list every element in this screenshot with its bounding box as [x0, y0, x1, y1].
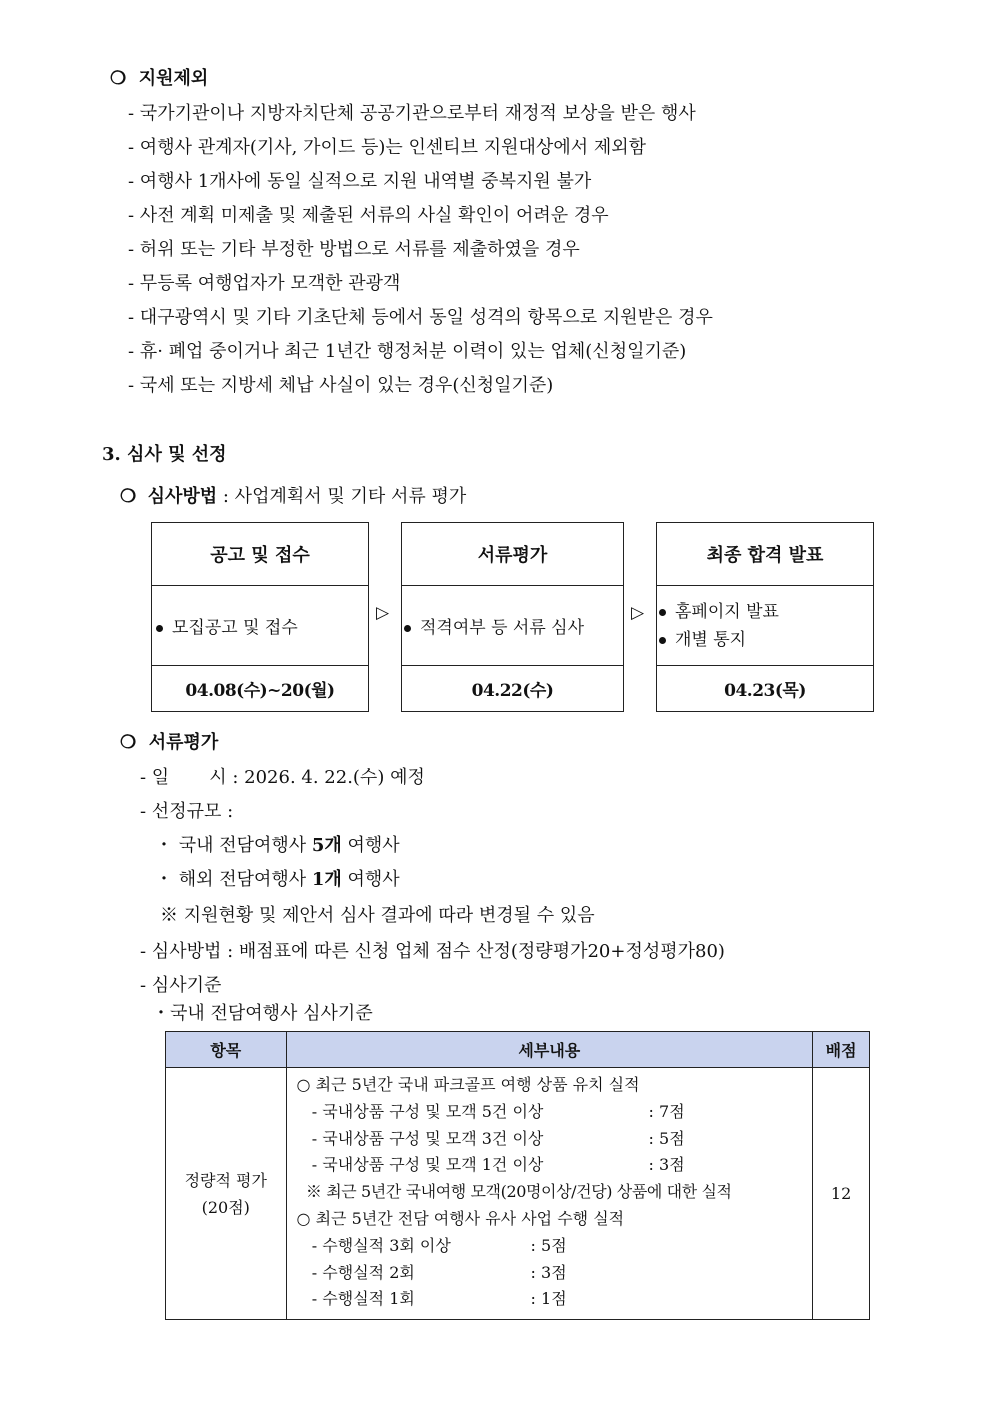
detail-text: - 국내상품 구성 및 모객 3건 이상 — [296, 1128, 544, 1148]
detail-points: : 3점 — [530, 1262, 567, 1282]
exclusion-item: - 국세 또는 지방세 체납 사실이 있는 경우(신청일기준) — [128, 375, 554, 396]
doc-review-title: 서류평가 — [148, 732, 219, 753]
detail-line — [297, 1206, 813, 1233]
domestic-count-value: 5개 — [311, 835, 342, 856]
flow-step-bullet — [659, 597, 779, 622]
detail-text: - 수행실적 2회 — [296, 1262, 415, 1282]
scoring-method-line: - 심사방법 : 배점표에 따른 신청 업체 점수 산정(정량평가20+정성평가80) — [140, 941, 725, 962]
circle-bullet-icon: ❍ — [120, 732, 137, 753]
exclusion-item: - 국가기관이나 지방자치단체 공공기관으로부터 재정적 보상을 받은 행사 — [128, 103, 696, 124]
exclusion-item: - 여행사 관계자(기사, 가이드 등)는 인센티브 지원대상에서 제외함 — [128, 137, 646, 158]
bullet-dot-icon — [404, 625, 411, 632]
detail-points: : 5점 — [648, 1128, 685, 1148]
detail-line — [297, 1260, 813, 1287]
flow-step-bullet-text: 홈페이지 발표 — [675, 602, 779, 622]
flow-step-date: 04.22(수) — [471, 680, 554, 701]
detail-line — [297, 1126, 813, 1153]
detail-line — [297, 1233, 813, 1260]
overseas-count-suffix: 여행사 — [341, 869, 400, 890]
flow-step-title: 서류평가 — [402, 523, 623, 586]
table-row — [166, 1068, 870, 1320]
domestic-count-suffix: 여행사 — [341, 835, 400, 856]
flow-step-date: 04.23(목) — [724, 680, 806, 701]
bullet-dot-icon — [659, 637, 666, 644]
detail-text: ○ 최근 5년간 국내 파크골프 여행 상품 유치 실적 — [296, 1075, 640, 1094]
detail-line — [297, 1099, 813, 1126]
flow-step-body — [402, 585, 623, 666]
flow-step-title: 공고 및 접수 — [152, 523, 368, 586]
exclusion-item: - 무등록 여행업자가 모객한 관광객 — [128, 273, 401, 294]
flow-step-bullet — [404, 613, 584, 638]
overseas-count-value: 1개 — [311, 869, 342, 890]
flow-step-bullet — [659, 625, 746, 650]
exclusion-item: - 여행사 1개사에 동일 실적으로 지원 내역별 중복지원 불가 — [128, 171, 592, 192]
flow-step-body — [657, 585, 873, 666]
detail-points: : 3점 — [648, 1155, 685, 1175]
exclusion-item: - 사전 계획 미제출 및 제출된 서류의 사실 확인이 어려운 경우 — [128, 205, 609, 226]
exclusion-item: - 대구광역시 및 기타 기초단체 등에서 동일 성격의 항목으로 지원받은 경우 — [128, 307, 713, 328]
selection-scale-line: - 선정규모 : — [140, 801, 234, 822]
detail-line — [297, 1152, 813, 1179]
category-name: 정량적 평가 — [184, 1170, 267, 1190]
exclusion-title-row — [110, 64, 208, 90]
domestic-count-line — [155, 831, 400, 857]
category-points: (20점) — [201, 1197, 250, 1217]
section-heading: 3. 심사 및 선정 — [102, 444, 227, 465]
review-method-label: 심사방법 — [147, 486, 218, 507]
detail-cell — [286, 1068, 813, 1320]
table-header-score: 배점 — [813, 1032, 870, 1068]
score-cell: 12 — [813, 1068, 870, 1320]
flow-step-announce — [151, 522, 369, 712]
detail-text: - 국내상품 구성 및 모객 1건 이상 — [296, 1155, 544, 1175]
overseas-count-prefix: ・ 해외 전담여행사 — [155, 869, 312, 890]
flow-step-bullet-text: 적격여부 등 서류 심사 — [420, 618, 585, 638]
detail-points: : 7점 — [648, 1101, 685, 1121]
domestic-count-prefix: ・ 국내 전담여행사 — [155, 835, 312, 856]
review-method-row — [120, 482, 466, 508]
review-date-line: - 일 시 : 2026. 4. 22.(수) 예정 — [140, 767, 425, 788]
detail-points: : 1점 — [530, 1289, 567, 1309]
flow-step-date: 04.08(수)~20(월) — [185, 680, 335, 701]
bullet-dot-icon — [156, 625, 163, 632]
flow-step-final — [656, 522, 874, 712]
table-header-detail: 세부내용 — [286, 1032, 813, 1068]
detail-text: - 국내상품 구성 및 모객 5건 이상 — [296, 1101, 544, 1121]
circle-bullet-icon: ❍ — [120, 486, 137, 507]
exclusion-item: - 허위 또는 기타 부정한 방법으로 서류를 제출하였을 경우 — [128, 239, 580, 260]
detail-text: ○ 최근 5년간 전담 여행사 유사 사업 수행 실적 — [296, 1208, 625, 1228]
review-method-value: : 사업계획서 및 기타 서류 평가 — [222, 486, 467, 507]
right-triangle-arrow-icon: ▷ — [376, 603, 390, 623]
table-header-row — [166, 1032, 870, 1068]
detail-text: - 수행실적 3회 이상 — [296, 1235, 451, 1255]
exclusion-title: 지원제외 — [138, 68, 209, 89]
detail-line — [297, 1072, 813, 1099]
flow-step-bullet — [156, 613, 298, 638]
criteria-table — [165, 1031, 870, 1320]
category-cell — [166, 1068, 287, 1320]
flow-step-body — [152, 585, 368, 666]
circle-bullet-icon: ❍ — [110, 68, 127, 89]
exclusion-item: - 휴· 폐업 중이거나 최근 1년간 행정처분 이력이 있는 업체(신청일기준) — [128, 341, 687, 362]
detail-line — [297, 1179, 813, 1206]
flow-step-title: 최종 합격 발표 — [657, 523, 873, 586]
flow-step-doc-review — [401, 522, 624, 712]
detail-line — [297, 1286, 813, 1313]
criteria-line: - 심사기준 — [140, 975, 222, 996]
domestic-criteria-title: ・국내 전담여행사 심사기준 — [152, 1003, 373, 1024]
table-header-item: 항목 — [166, 1032, 287, 1068]
bullet-dot-icon — [659, 609, 666, 616]
detail-text: ※ 최근 5년간 국내여행 모객(20명이상/건당) 상품에 대한 실적 — [296, 1182, 732, 1202]
detail-points: : 5점 — [530, 1235, 567, 1255]
flow-step-bullet-text: 개별 통지 — [675, 630, 747, 650]
right-triangle-arrow-icon: ▷ — [631, 603, 645, 623]
doc-review-title-row — [120, 728, 218, 754]
detail-text: - 수행실적 1회 — [296, 1289, 415, 1309]
change-note: ※ 지원현황 및 제안서 심사 결과에 따라 변경될 수 있음 — [160, 905, 595, 926]
flow-step-bullet-text: 모집공고 및 접수 — [172, 618, 298, 638]
overseas-count-line — [155, 865, 400, 891]
